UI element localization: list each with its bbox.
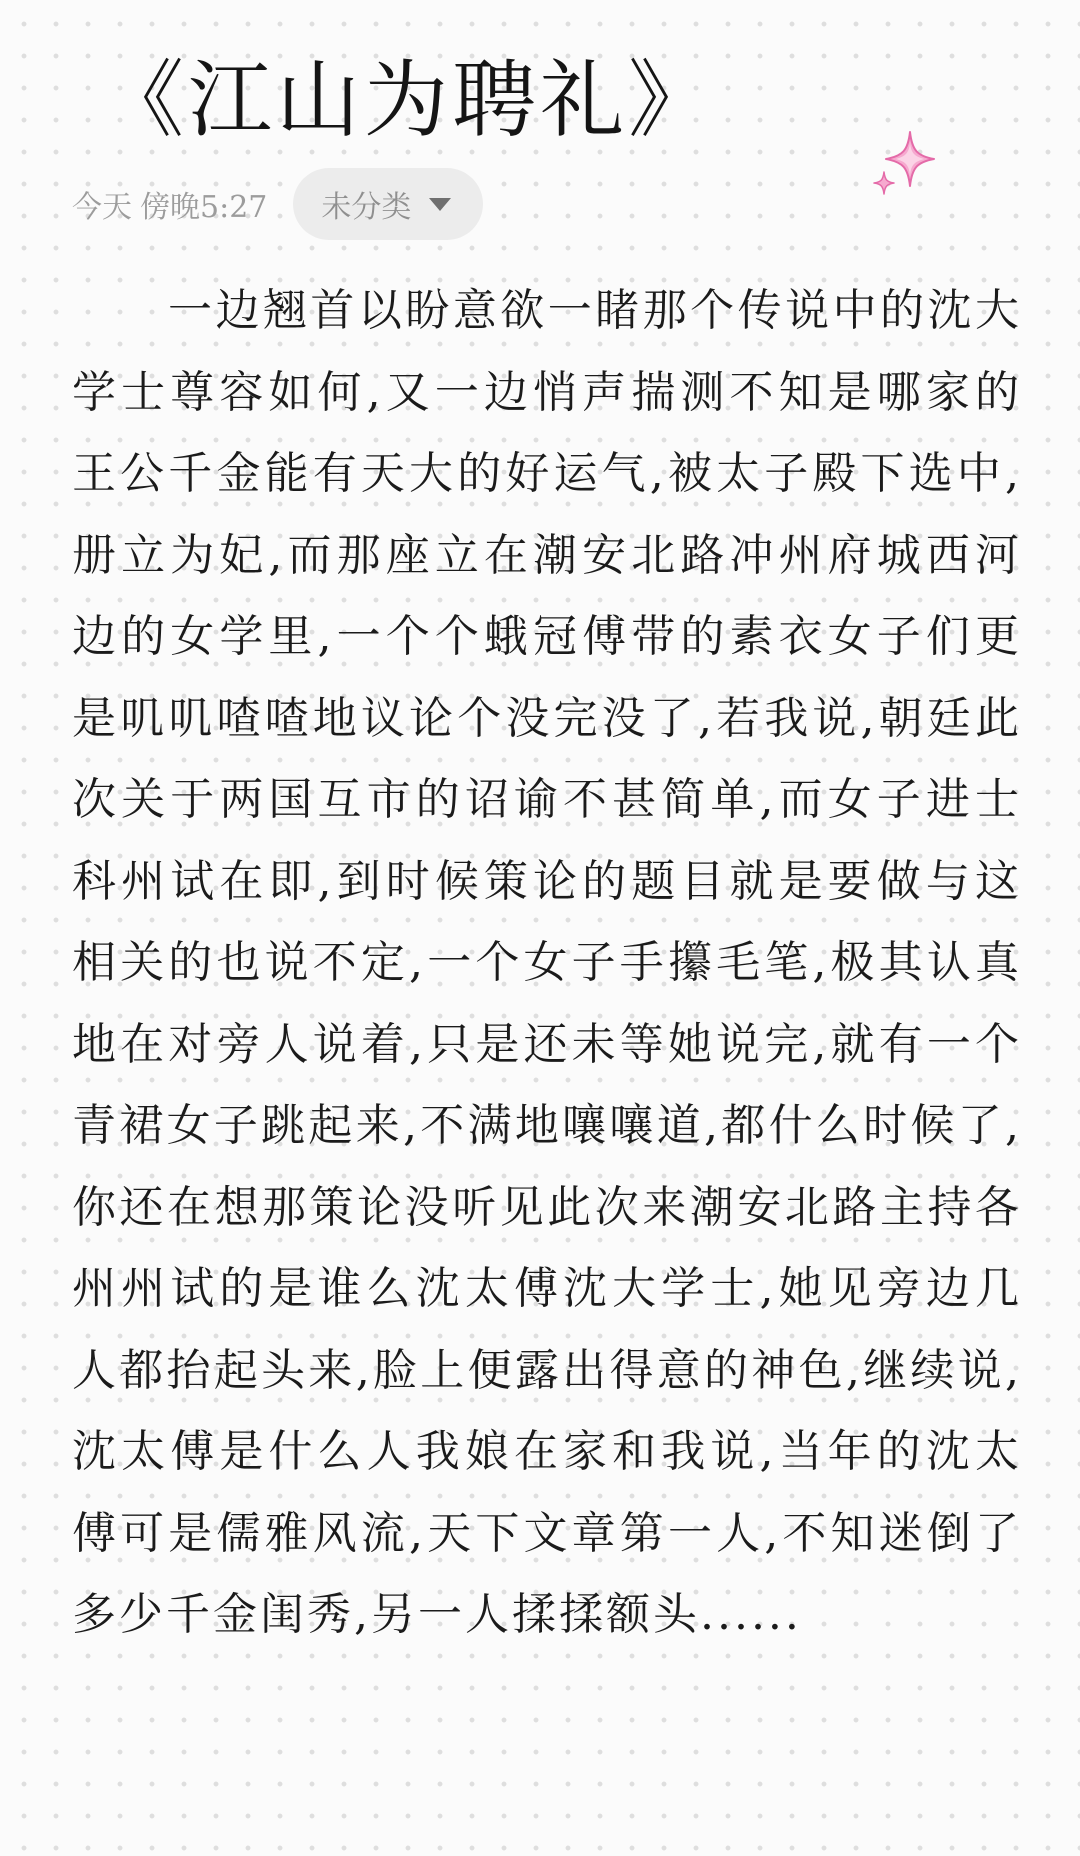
note-body[interactable]: 一边翘首以盼意欲一睹那个传说中的沈大学士尊容如何,又一边悄声揣测不知是哪家的王公千金能有天大的好运气,被太子殿下选中,册立为妃,而那座立在潮安北路冲州府城西河边的女学里,一个个蛾冠傅带的素衣女子们更是叽叽喳喳地议论个没完没了,若我说,朝廷此次关于两国互市的诏谕不甚简单,而女子进士科州试在即,到时候策论的题目就是要做与这相关的也说不定,一个女子手攥毛笔,极其认真地在对旁人说着,只是还未等她说完,就有一个青裙女子跳起来,不满地嚷嚷道,都什么时候了,你还在想那策论没听见此次来潮安北路主持各州州试的是谁么沈太傅沈大学士,她见旁边几人都抬起头来,脸上便露出得意的神色,继续说,沈太傅是什么人我娘在家和我说,当年的沈太傅可是儒雅风流,天下文章第一人,不知迷倒了多少千金闺秀,另一人揉揉额头...... xyxy=(72,285,1022,1640)
chevron-down-icon xyxy=(429,198,451,211)
note-meta xyxy=(72,168,483,240)
note-date: 今天 xyxy=(72,190,132,225)
category-label: 未分类 xyxy=(321,190,412,225)
note-title: 《江山为聘礼》 xyxy=(100,51,717,149)
category-dropdown[interactable] xyxy=(293,168,483,240)
sparkle-icon xyxy=(872,128,938,204)
note-time: 傍晚5:27 xyxy=(140,190,268,225)
